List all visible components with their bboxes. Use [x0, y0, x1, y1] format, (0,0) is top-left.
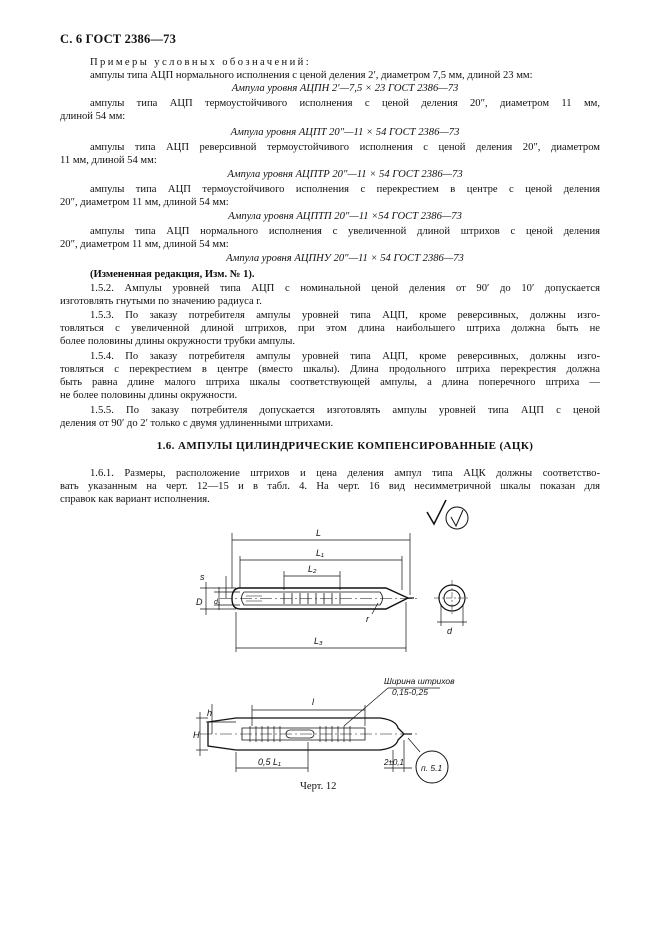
example-4-code: Ампула уровня АЦПТП 20″—11 ×54 ГОСТ 2386—73: [228, 211, 462, 222]
section-para-line2: вать указанным на черт. 12—15 и в табл. 4. На черт. 16 вид несимметричной шкалы показан для: [60, 481, 600, 492]
example-5-text-cont: 20″, диаметром 11 мм, длиной 54 мм:: [60, 239, 229, 250]
example-4-text-cont: 20″, диаметром 11 мм, длиной 54 мм:: [60, 197, 229, 208]
para-1-5-4-line4: не более половины длины окружности.: [60, 390, 238, 401]
para-1-5-2-line2: изготовлять гнутыми по значению радиуса r.: [60, 296, 262, 307]
stroke-width-title: Ширина штрихов: [384, 676, 455, 686]
para-1-5-3-line3: более половины длины окружности трубки ампулы.: [60, 336, 296, 347]
section-para-line3: справок как вариант исполнения.: [60, 494, 210, 505]
para-1-5-4-line3: быть равна длине малого штриха шкалы соответствующей ампулы, а длина поперечного штриха —: [60, 377, 600, 388]
para-1-5-3-line2: товляться с увеличенной длиной штрихов, при этом длина наибольшего штриха должна быть не: [60, 323, 600, 334]
dim-d-label: d: [447, 626, 453, 636]
example-2-code: Ампула уровня АЦПТ 20″—11 × 54 ГОСТ 2386—73: [230, 127, 460, 138]
section-para-line1: 1.6.1. Размеры, расположение штрихов и цена деления ампул типа АЦК должны соответство-: [90, 468, 600, 479]
example-2-text: ампулы типа АЦП термоустойчивого исполнения с ценой деления 20″, диаметром 11 мм,: [90, 98, 600, 109]
example-3-text: ампулы типа АЦП реверсивной термоустойчивого исполнения с ценой деления 20″, диаметром: [90, 142, 600, 153]
dim-L3-label: L₃: [314, 636, 323, 646]
example-3-code: Ампула уровня АЦПТР 20″—11 × 54 ГОСТ 2386—73: [227, 169, 463, 180]
dim-D-label: D: [196, 597, 203, 607]
dim-h-label: h: [207, 708, 213, 718]
edition-note: (Измененная редакция, Изм. № 1).: [90, 269, 255, 280]
example-5-code: Ампула уровня АЦПНУ 20″—11 × 54 ГОСТ 2386—73: [226, 253, 464, 264]
example-1-code: Ампула уровня АЦПН 2′—7,5 × 23 ГОСТ 2386—73: [231, 83, 459, 94]
examples-heading: Примеры условных обозначений:: [90, 57, 312, 68]
note-reference: п. 5.1: [421, 763, 443, 773]
section-title: 1.6. АМПУЛЫ ЦИЛИНДРИЧЕСКИЕ КОМПЕНСИРОВАННЫЕ (АЦК): [156, 440, 534, 452]
dim-L2-label: L₂: [308, 564, 317, 574]
dim-tol-label: 2±0,1: [384, 758, 404, 767]
dim-r-label: r: [366, 614, 369, 624]
para-1-5-2-line1: 1.5.2. Ампулы уровней типа АЦП с номинальной ценой деления от 90′ до 10′ допускается: [90, 283, 600, 294]
ampule-mounted-view: [196, 688, 448, 783]
para-1-5-3-line1: 1.5.3. По заказу потребителя ампулы уровней типа АЦП, кроме реверсивных, должны изго-: [90, 310, 600, 321]
roughness-symbol: [427, 500, 468, 529]
para-1-5-5-line2: деления от 90′ до 2′ только с двумя удлиненными штрихами.: [60, 418, 334, 429]
dim-s-label: s: [200, 572, 205, 582]
dim-H-label: H: [193, 730, 200, 740]
figure-caption: Черт. 12: [300, 781, 337, 792]
example-1-text: ампулы типа АЦП нормального исполнения с ценой деления 2′, диаметром 7,5 мм, длиной 23 мм:: [90, 70, 533, 81]
example-5-text: ампулы типа АЦП нормального исполнения с увеличенной длиной штрихов с ценой деления: [90, 226, 600, 237]
dim-d1-label: d₁: [214, 599, 221, 606]
example-2-text-cont: длиной 54 мм:: [60, 111, 126, 122]
example-4-text: ампулы типа АЦП термоустойчивого исполнения с перекрестием в центре с ценой деления: [90, 184, 600, 195]
stroke-width-value: 0,15-0,25: [392, 687, 428, 697]
dimension-lines-top: [200, 533, 410, 652]
dim-L1-label: L₁: [316, 548, 324, 558]
dim-half-label: 0,5 L₁: [258, 757, 281, 767]
para-1-5-4-line2: товляться с перекрестием в центре (вместо шкалы). Длина продольного штриха перекрестия должна: [60, 364, 600, 375]
ampule-cross-section: [434, 580, 470, 626]
example-3-text-cont: 11 мм, длиной 54 мм:: [60, 155, 157, 166]
dim-l-label: l: [312, 697, 314, 707]
para-1-5-4-line1: 1.5.4. По заказу потребителя ампулы уровней типа АЦП, кроме реверсивных, должны изго-: [90, 351, 600, 362]
ampule-side-view: [220, 588, 420, 609]
dim-L-label: L: [316, 528, 322, 538]
para-1-5-5-line1: 1.5.5. По заказу потребителя допускается изготовлять ампулы уровней типа АЦП с ценой: [90, 405, 600, 416]
page-header: С. 6 ГОСТ 2386—73: [60, 32, 177, 46]
